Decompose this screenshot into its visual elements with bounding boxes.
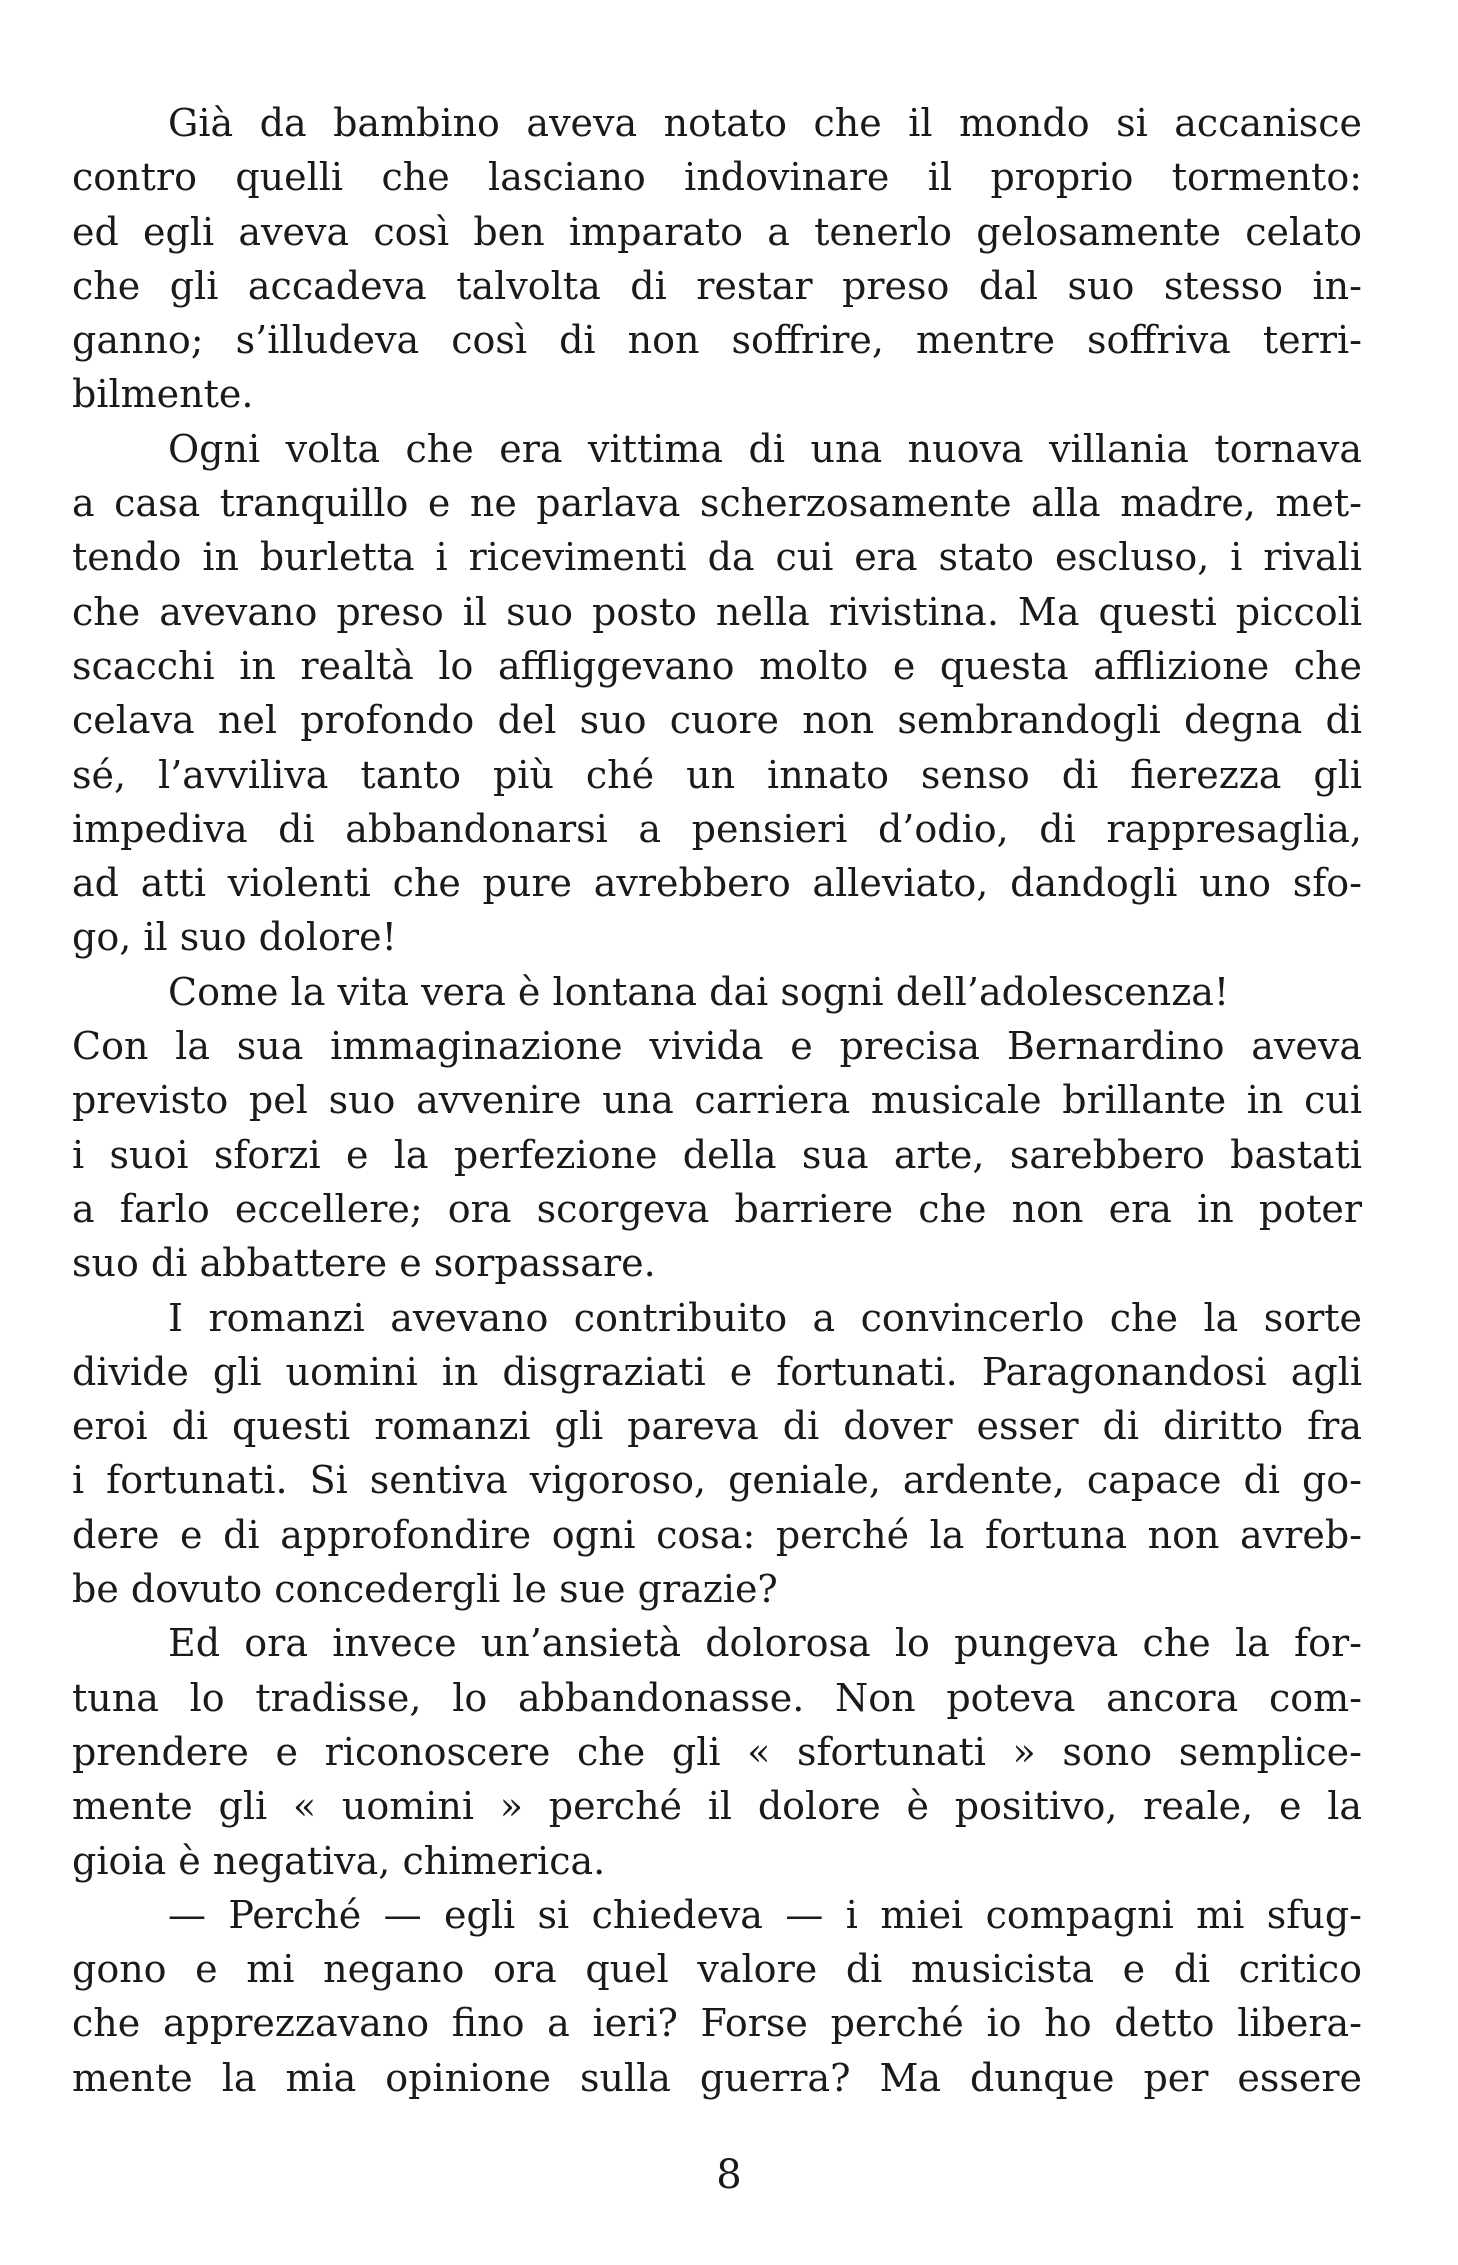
text-line: — Perché — egli si chiedeva — i miei compagni mi sfug- bbox=[168, 1892, 1362, 1937]
text-line: suo di abbattere e sorpassare. bbox=[72, 1241, 656, 1286]
text-line: go, il suo dolore! bbox=[72, 915, 397, 960]
text-line: gono e mi negano ora quel valore di musicista e di critico bbox=[72, 1947, 1362, 1992]
text-line: che avevano preso il suo posto nella rivistina. Ma questi piccoli bbox=[72, 589, 1362, 634]
text-line: previsto pel suo avvenire una carriera musicale brillante in cui bbox=[72, 1078, 1362, 1123]
text-line: dere e di approfondire ogni cosa: perché la fortuna non avreb- bbox=[72, 1512, 1362, 1557]
text-line: prendere e riconoscere che gli « sfortunati » sono semplice- bbox=[72, 1729, 1362, 1774]
text-line: che apprezzavano fino a ieri? Forse perché io ho detto libera- bbox=[72, 2001, 1362, 2046]
text-line: ganno; s’illudeva così di non soffrire, mentre soffriva terri- bbox=[72, 318, 1362, 363]
text-line: contro quelli che lasciano indovinare il proprio tormento: bbox=[72, 155, 1362, 200]
body-text bbox=[72, 96, 1362, 2105]
text-line: mente gli « uomini » perché il dolore è positivo, reale, e la bbox=[72, 1784, 1362, 1829]
text-line: i fortunati. Si sentiva vigoroso, geniale, ardente, capace di go- bbox=[72, 1458, 1362, 1503]
text-line: a casa tranquillo e ne parlava scherzosamente alla madre, met- bbox=[72, 481, 1362, 526]
text-line: sé, l’avviliva tanto più ché un innato senso di fierezza gli bbox=[72, 752, 1362, 797]
text-line: i suoi sforzi e la perfezione della sua arte, sarebbero bastati bbox=[72, 1132, 1362, 1177]
text-line: Già da bambino aveva notato che il mondo si accanisce bbox=[168, 101, 1362, 145]
text-line: mente la mia opinione sulla guerra? Ma dunque per essere bbox=[72, 2055, 1362, 2100]
text-line: celava nel profondo del suo cuore non sembrandogli degna di bbox=[72, 698, 1362, 743]
text-line: tendo in burletta i ricevimenti da cui era stato escluso, i rivali bbox=[72, 535, 1362, 580]
text-line: be dovuto concedergli le sue grazie? bbox=[72, 1567, 778, 1612]
text-line: Con la sua immaginazione vivida e precisa Bernardino aveva bbox=[72, 1024, 1362, 1069]
text-line: gioia è negativa, chimerica. bbox=[72, 1838, 606, 1883]
text-line: tuna lo tradisse, lo abbandonasse. Non poteva ancora com- bbox=[72, 1675, 1362, 1720]
text-line: Ed ora invece un’ansietà dolorosa lo pungeva che la for- bbox=[168, 1621, 1362, 1666]
text-line: ad atti violenti che pure avrebbero alleviato, dandogli uno sfo- bbox=[72, 861, 1362, 906]
text-line: scacchi in realtà lo affliggevano molto e questa afflizione che bbox=[72, 643, 1362, 688]
text-line: ed egli aveva così ben imparato a tenerlo gelosamente celato bbox=[72, 209, 1362, 254]
text-line: che gli accadeva talvolta di restar preso dal suo stesso in- bbox=[72, 263, 1362, 308]
text-line: eroi di questi romanzi gli pareva di dover esser di diritto fra bbox=[72, 1404, 1362, 1449]
page-number: 8 bbox=[716, 2152, 742, 2198]
text-line: divide gli uomini in disgraziati e fortunati. Paragonandosi agli bbox=[72, 1349, 1362, 1394]
text-line: I romanzi avevano contribuito a convincerlo che la sorte bbox=[168, 1295, 1362, 1340]
text-line: impediva di abbandonarsi a pensieri d’odio, di rappresaglia, bbox=[72, 806, 1362, 851]
text-line: Ogni volta che era vittima di una nuova villania tornava bbox=[168, 426, 1362, 471]
text-line: a farlo eccellere; ora scorgeva barriere che non era in poter bbox=[72, 1186, 1362, 1231]
text-line: Come la vita vera è lontana dai sogni dell’adolescenza! bbox=[168, 969, 1230, 1014]
text-line: bilmente. bbox=[72, 372, 254, 417]
